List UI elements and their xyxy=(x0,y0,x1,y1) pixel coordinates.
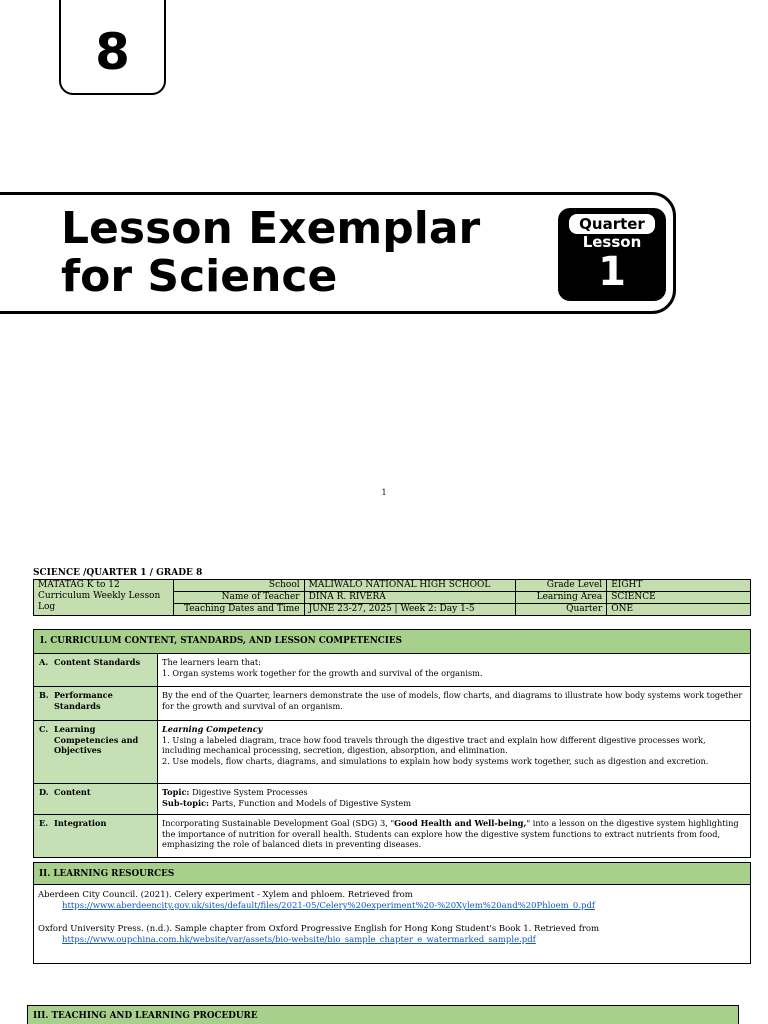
grade-number: 8 xyxy=(95,22,130,81)
grade-level-value: EIGHT xyxy=(607,580,751,592)
learning-area-value: SCIENCE xyxy=(607,592,751,604)
grade-badge xyxy=(59,0,166,95)
quarter-lesson-badge xyxy=(558,208,666,301)
lesson-label: Lesson xyxy=(582,233,642,251)
reference-link[interactable]: https://www.oupchina.com.hk/website/var/assets/bio-website/bio_sample_chapter_e_watermarked_sample.pdf xyxy=(62,935,536,945)
program-name xyxy=(34,580,174,616)
reference-link[interactable]: https://www.aberdeencity.gov.uk/sites/default/files/2021-05/Celery%20experiment%20-%20Xylem%20and%20Phloem_0.pdf xyxy=(62,901,596,911)
quarter-value: ONE xyxy=(607,604,751,616)
row-label-performance-standards: B. Performance Standards xyxy=(34,687,158,721)
school-label: School xyxy=(173,580,304,592)
document-header: SCIENCE /QUARTER 1 / GRADE 8 xyxy=(33,568,203,578)
section-2-heading: II. LEARNING RESOURCES xyxy=(34,863,750,885)
grade-level-label: Grade Level xyxy=(516,580,607,592)
lesson-number: 1 xyxy=(598,249,626,295)
content-standards-text: The learners learn that: 1. Organ systems work together for the growth and survival of the organism. xyxy=(158,654,751,687)
content-text: Topic: Digestive System Processes Sub-topic: Parts, Function and Models of Digestive System xyxy=(158,784,751,815)
reference-item: Oxford University Press. (n.d.). Sample chapter from Oxford Progressive English for Hong Kong Student's Book 1. Retrieved from https://www.oupchina.com.hk/website/var/assets/bio-website/bio_sample_chapter_e_watermarked_sample.pdf xyxy=(34,924,750,946)
school-value: MALIWALO NATIONAL HIGH SCHOOL xyxy=(304,580,516,592)
page-number: 1 xyxy=(381,488,387,497)
program-line-3: Log xyxy=(38,602,56,612)
program-line-2: Curriculum Weekly Lesson xyxy=(38,591,161,601)
learning-competencies-text: Learning Competency 1. Using a labeled diagram, trace how food travels through the digestive tract and explain how different digestive processes work, including mechanical processing, secretion, digestion, absorption, and elimination. 2. Use models, flow charts, diagrams, and simulations to explain how body systems work together, such as digestion and excretion. xyxy=(158,721,751,784)
section-1-heading: I. CURRICULUM CONTENT, STANDARDS, AND LESSON COMPETENCIES xyxy=(34,630,751,654)
program-line-1: MATATAG K to 12 xyxy=(38,580,120,590)
teacher-label: Name of Teacher xyxy=(173,592,304,604)
section-3-heading: III. TEACHING AND LEARNING PROCEDURE xyxy=(27,1005,739,1024)
curriculum-table xyxy=(33,629,751,858)
row-label-content-standards: A. Content Standards xyxy=(34,654,158,687)
quarter-label: Quarter xyxy=(569,214,655,234)
title-banner xyxy=(0,192,676,314)
title-line-2: for Science xyxy=(61,251,338,302)
row-label-learning-competencies: C. Learning Competencies and Objectives xyxy=(34,721,158,784)
title-line-1: Lesson Exemplar xyxy=(61,203,481,254)
row-label-content: D. Content xyxy=(34,784,158,815)
learning-resources xyxy=(33,862,751,964)
quarter-label-cell: Quarter xyxy=(516,604,607,616)
row-label-integration: E. Integration xyxy=(34,815,158,858)
reference-item: Aberdeen City Council. (2021). Celery experiment - Xylem and phloem. Retrieved from https://www.aberdeencity.gov.uk/sites/default/files/2021-05/Celery%20experiment%20-%20Xylem%20and%20Phloem_0.pdf xyxy=(34,890,750,912)
learning-area-label: Learning Area xyxy=(516,592,607,604)
lesson-info-table xyxy=(33,579,751,616)
dates-value: JUNE 23-27, 2025 | Week 2: Day 1-5 xyxy=(304,604,516,616)
lesson-title xyxy=(61,205,531,301)
teacher-value: DINA R. RIVERA xyxy=(304,592,516,604)
performance-standards-text: By the end of the Quarter, learners demonstrate the use of models, flow charts, and diagrams to illustrate how body systems work together for the growth and survival of an organism. xyxy=(158,687,751,721)
dates-label: Teaching Dates and Time xyxy=(173,604,304,616)
integration-text: Incorporating Sustainable Development Goal (SDG) 3, "Good Health and Well-being," into a lesson on the digestive system highlighting the importance of nutrition for overall health. Students can explore how the digestive system functions to extract nutrients from food, emphasizing the role of balanced diets in preventing diseases. xyxy=(158,815,751,858)
